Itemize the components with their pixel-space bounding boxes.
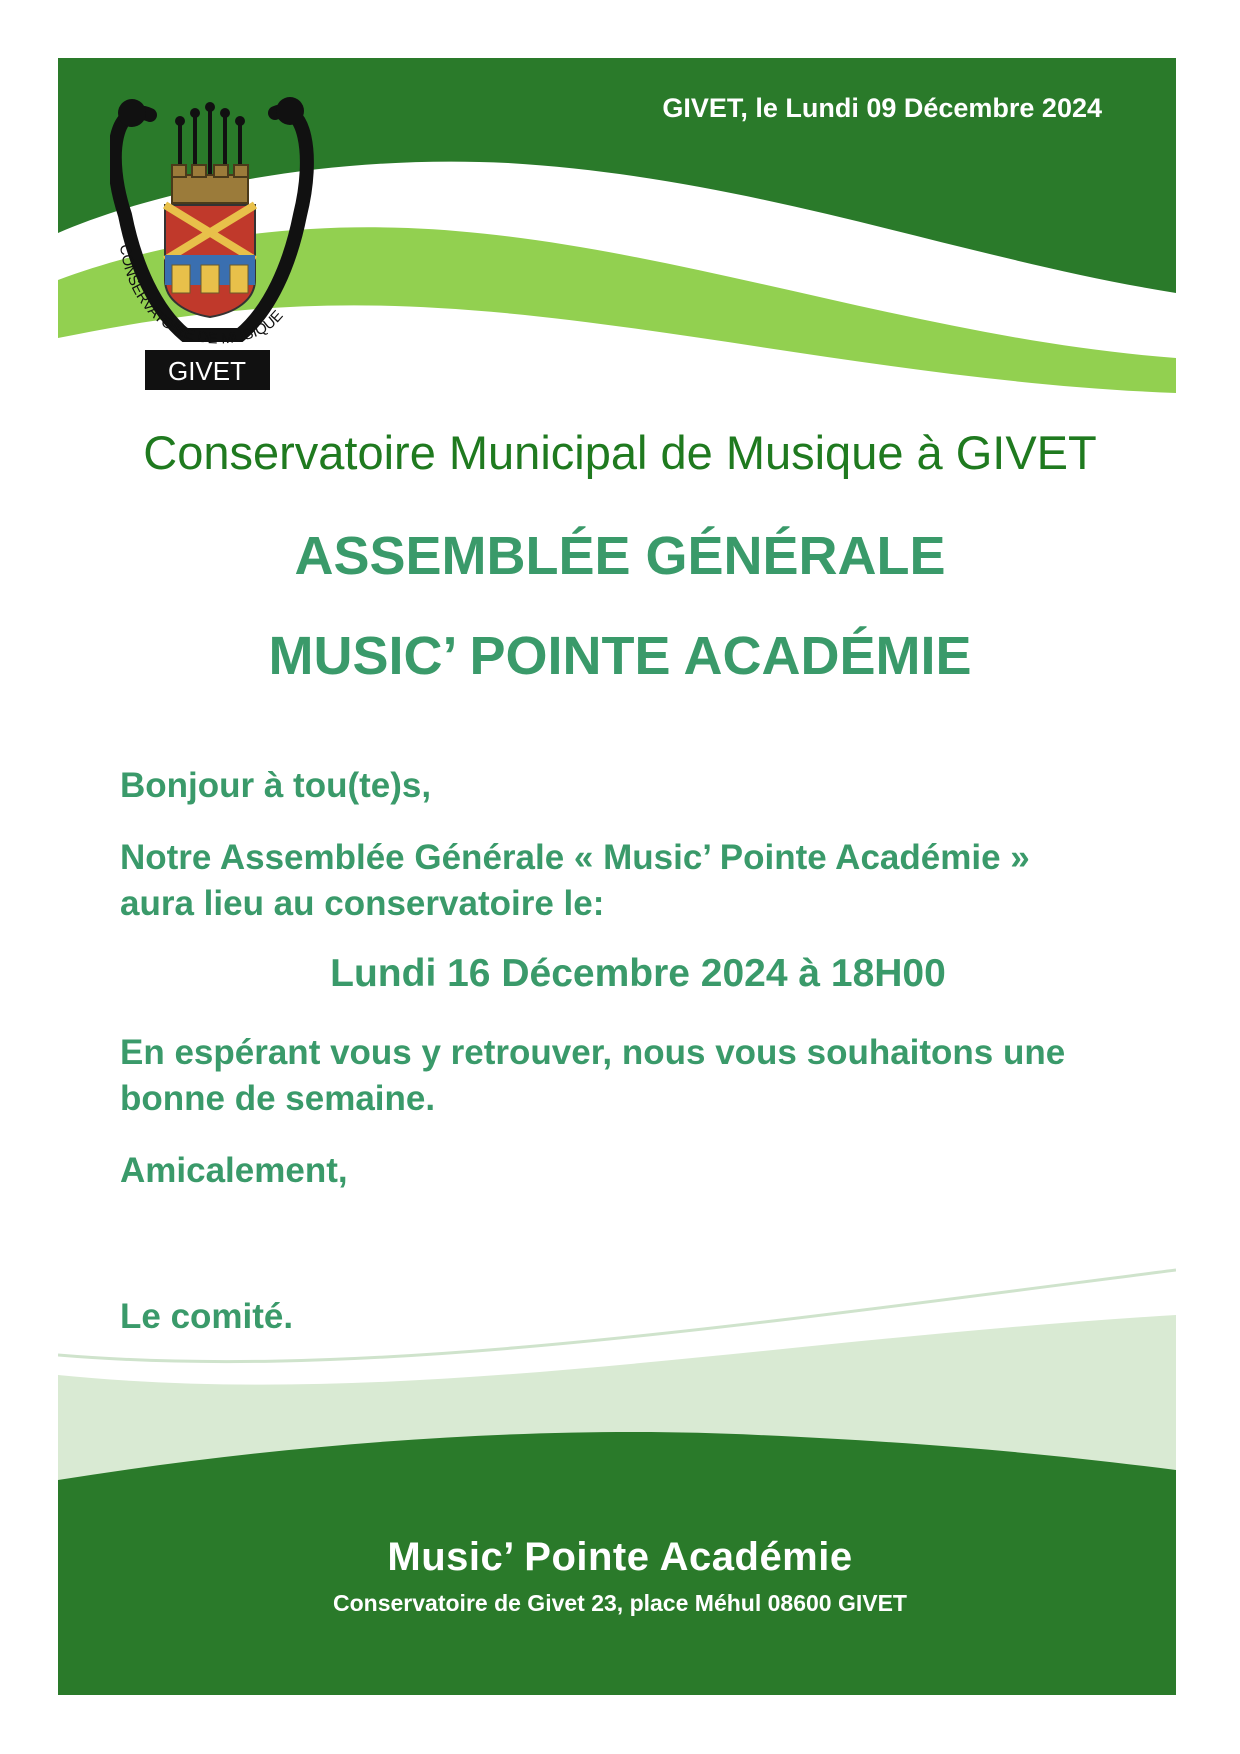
announcement-line-2: aura lieu au conservatoire le: <box>120 884 605 923</box>
wish-line-1: En espérant vous y retrouver, nous vous souhaitons une <box>120 1033 1066 1072</box>
wish <box>120 1030 1150 1122</box>
signature: Le comité. <box>120 1297 294 1336</box>
announcement <box>120 835 1150 927</box>
footer-address: Conservatoire de Givet 23, place Méhul 08600 GIVET <box>333 1590 907 1616</box>
lyre-crest-icon <box>115 97 307 390</box>
greeting: Bonjour à tou(te)s, <box>120 766 432 805</box>
heading-assemblee: ASSEMBLÉE GÉNÉRALE <box>294 526 946 586</box>
logo-ring-text: CONSERVATOIRE DE MUSIQUE <box>115 243 287 348</box>
announcement-line-1: Notre Assemblée Générale « Music’ Pointe Académie » <box>120 838 1030 877</box>
heading-academie: MUSIC’ POINTE ACADÉMIE <box>268 626 972 686</box>
closing: Amicalement, <box>120 1151 348 1190</box>
date-line: GIVET, le Lundi 09 Décembre 2024 <box>662 93 1102 123</box>
logo-plate-text: GIVET <box>167 356 247 386</box>
institution-title: Conservatoire Municipal de Musique à GIVET <box>143 426 1097 479</box>
event-datetime: Lundi 16 Décembre 2024 à 18H00 <box>330 952 946 995</box>
wish-line-2: bonne de semaine. <box>120 1079 436 1118</box>
footer-banner <box>58 1265 1176 1695</box>
footer-title: Music’ Pointe Académie <box>387 1535 853 1579</box>
conservatoire-logo <box>110 95 315 395</box>
